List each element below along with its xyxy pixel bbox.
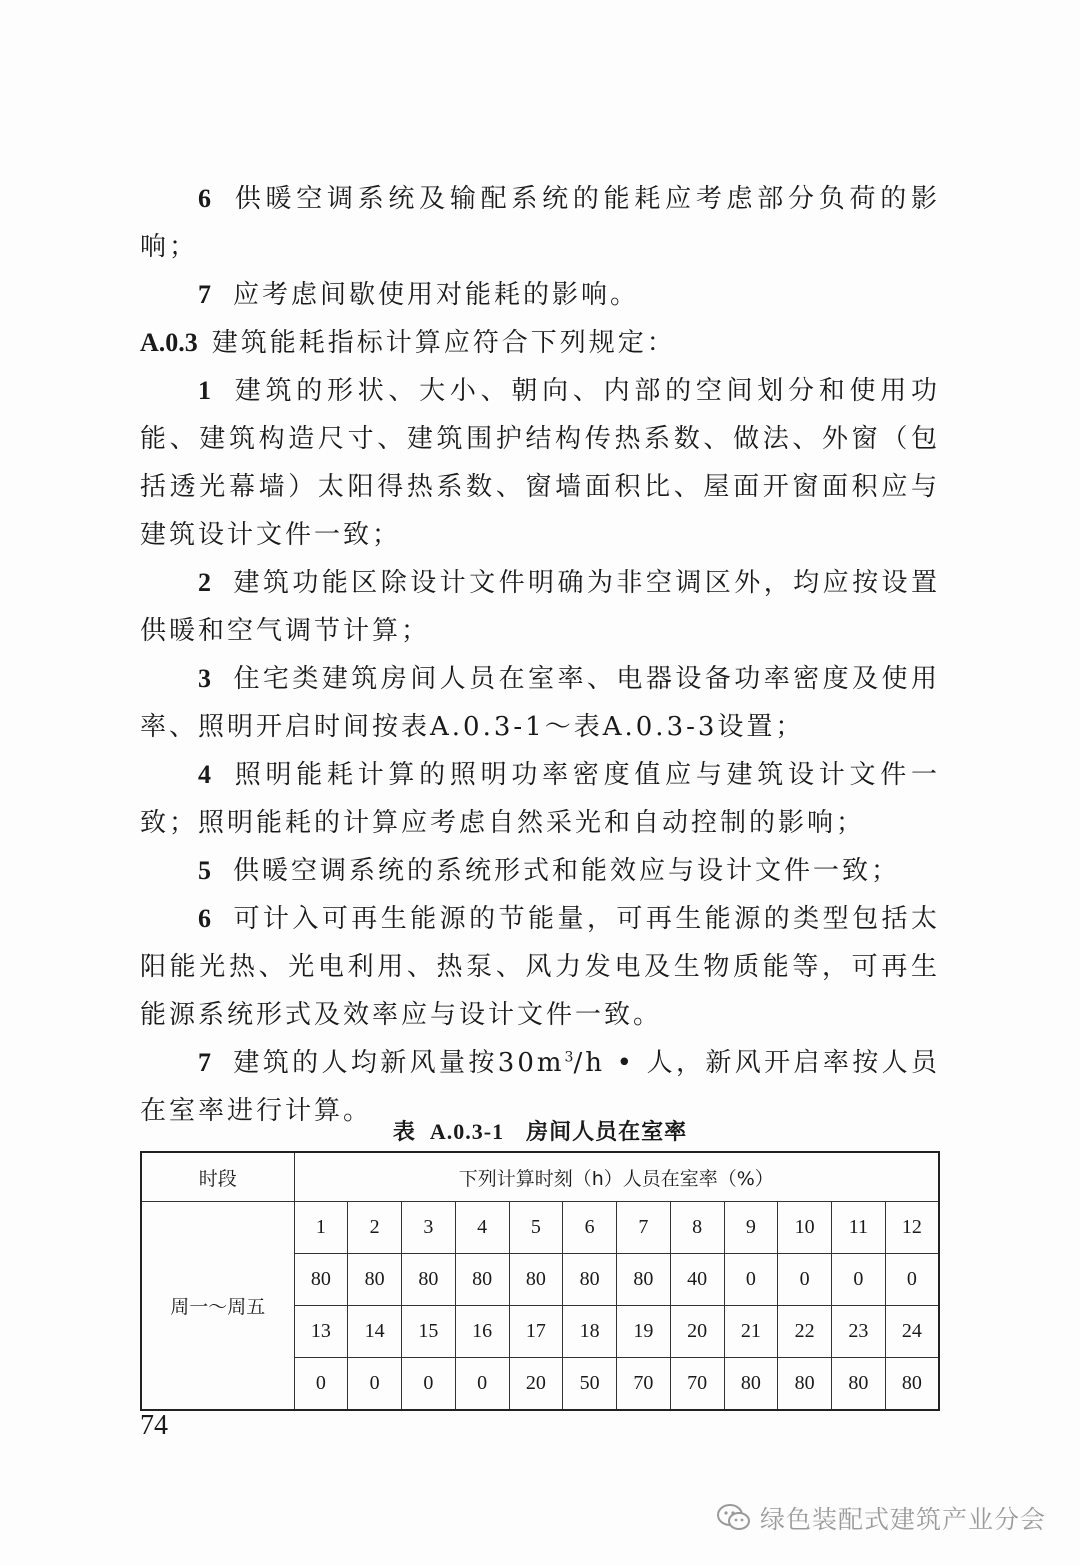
period-cell: 周一～周五: [141, 1202, 294, 1411]
watermark: 绿色装配式建筑产业分会: [716, 1500, 1046, 1536]
table-cell: 70: [617, 1358, 671, 1411]
table-cell: 0: [885, 1254, 939, 1306]
table-cell: 80: [885, 1358, 939, 1411]
table-cell: 70: [670, 1358, 724, 1411]
table-cell: 9: [724, 1202, 778, 1254]
item-7: 7 建筑的人均新风量按$30m^3/h$ • 人，新风开启率按人员在室率进行计算。: [140, 1048, 940, 1126]
table-cell: 4: [455, 1202, 509, 1254]
item-2: 2 建筑功能区除设计文件明确为非空调区外，均应按设置供暖和空气调节计算；: [140, 568, 940, 646]
table-cell: 80: [832, 1358, 886, 1411]
item-7-prev: 7 应考虑间歇使用对能耗的影响。: [198, 280, 640, 310]
table-cell: 2: [348, 1202, 402, 1254]
table-cell: 8: [670, 1202, 724, 1254]
table-cell: 22: [778, 1306, 832, 1358]
table-title: 表 A.0.3-1 房间人员在室率: [392, 1119, 688, 1145]
table-cell: 80: [778, 1358, 832, 1411]
table-cell: 14: [348, 1306, 402, 1358]
table-cell: 80: [617, 1254, 671, 1306]
table-cell: 80: [402, 1254, 456, 1306]
item-6-prev: 6 供暖空调系统及输配系统的能耗应考虑部分负荷的影响；: [140, 184, 940, 262]
table-cell: 3: [402, 1202, 456, 1254]
table-cell: 7: [617, 1202, 671, 1254]
table-cell: 0: [348, 1358, 402, 1411]
clause-heading: A.0.3 建筑能耗指标计算应符合下列规定：: [140, 328, 676, 358]
occupancy-table: [140, 1151, 940, 1411]
table-cell: 0: [294, 1358, 348, 1411]
table-cell: 20: [670, 1306, 724, 1358]
table-cell: 80: [509, 1254, 563, 1306]
table-cell: 12: [885, 1202, 939, 1254]
table-cell: 18: [563, 1306, 617, 1358]
table-cell: 6: [563, 1202, 617, 1254]
period-header: 时段: [141, 1152, 294, 1202]
table-cell: 0: [724, 1254, 778, 1306]
table-cell: 23: [832, 1306, 886, 1358]
value-header: 下列计算时刻（h）人员在室率（%）: [294, 1152, 939, 1202]
item-4: 4 照明能耗计算的照明功率密度值应与建筑设计文件一致；照明能耗的计算应考虑自然采光和自动控制的影响；: [140, 760, 940, 838]
item-3: 3 住宅类建筑房间人员在室率、电器设备功率密度及使用率、照明开启时间按表A.0.3-1～表A.0.3-3设置；: [140, 664, 940, 742]
table-header-row: [141, 1152, 939, 1202]
table-cell: 10: [778, 1202, 832, 1254]
table-cell: 21: [724, 1306, 778, 1358]
table-cell: 80: [455, 1254, 509, 1306]
body-text: [140, 175, 940, 1135]
table-cell: 1: [294, 1202, 348, 1254]
table-cell: 20: [509, 1358, 563, 1411]
wechat-icon: [716, 1503, 752, 1533]
table-cell: 50: [563, 1358, 617, 1411]
table-cell: 16: [455, 1306, 509, 1358]
table-cell: 19: [617, 1306, 671, 1358]
table-cell: 40: [670, 1254, 724, 1306]
item-5: 5 供暖空调系统的系统形式和能效应与设计文件一致；: [198, 856, 901, 886]
table-cell: 0: [832, 1254, 886, 1306]
table-cell: 0: [455, 1358, 509, 1411]
page-number: 74: [140, 1410, 168, 1441]
table-cell: 80: [294, 1254, 348, 1306]
table-cell: 80: [563, 1254, 617, 1306]
table-cell: 0: [778, 1254, 832, 1306]
table-cell: 0: [402, 1358, 456, 1411]
table-cell: 17: [509, 1306, 563, 1358]
table-cell: 5: [509, 1202, 563, 1254]
item-1: 1 建筑的形状、大小、朝向、内部的空间划分和使用功能、建筑构造尺寸、建筑围护结构传热系数、做法、外窗（包括透光幕墙）太阳得热系数、窗墙面积比、屋面开窗面积应与建筑设计文件一致；: [140, 376, 940, 550]
table-cell: 13: [294, 1306, 348, 1358]
table-cell: 11: [832, 1202, 886, 1254]
table-cell: 24: [885, 1306, 939, 1358]
item-6: 6 可计入可再生能源的节能量，可再生能源的类型包括太阳能光热、光电利用、热泵、风力发电及生物质能等，可再生能源系统形式及效率应与设计文件一致。: [140, 904, 940, 1030]
table-row: [141, 1202, 939, 1254]
table-cell: 80: [348, 1254, 402, 1306]
table-cell: 80: [724, 1358, 778, 1411]
table-cell: 15: [402, 1306, 456, 1358]
